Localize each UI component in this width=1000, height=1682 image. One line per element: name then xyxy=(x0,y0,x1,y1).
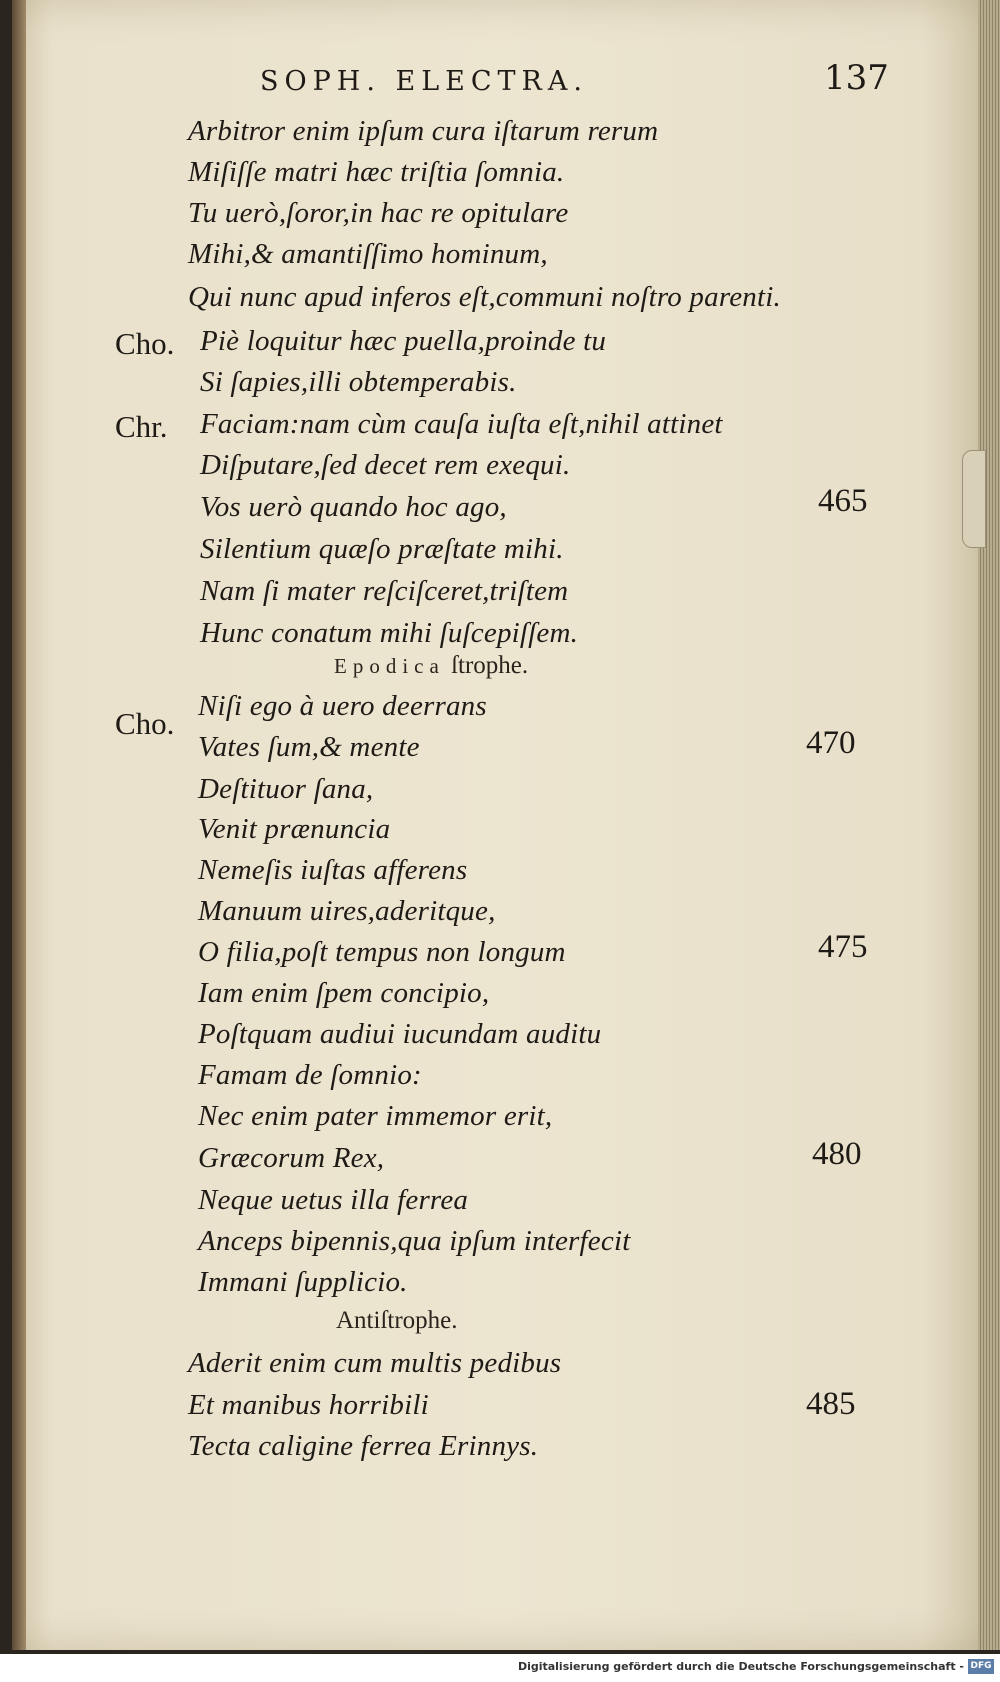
line-number: 465 xyxy=(818,483,868,519)
verse-line: Mihi,& amantiſſimo hominum, xyxy=(188,238,548,270)
speaker-label: Chr. xyxy=(115,409,168,444)
verse-line: Venit prænuncia xyxy=(198,813,391,845)
verse-line: Manuum uires,aderitque, xyxy=(198,895,496,927)
line-number: 475 xyxy=(818,929,868,965)
verse-line: Vates ſum,& mente xyxy=(198,731,420,763)
verse-line: Nec enim pater immemor erit, xyxy=(198,1100,553,1132)
verse-line: Iam enim ſpem concipio, xyxy=(198,977,490,1009)
dfg-logo-icon: DFG xyxy=(968,1659,994,1674)
line-number: 480 xyxy=(812,1136,862,1172)
footer-credit: Digitalisierung gefördert durch die Deutsche Forschungsgemeinschaft - xyxy=(517,1660,964,1673)
heading-smallcaps: Epodica xyxy=(334,654,445,678)
speaker-label: Cho. xyxy=(115,706,175,741)
section-heading-epodica xyxy=(334,652,528,680)
verse-line: Et manibus horribili xyxy=(188,1389,429,1421)
heading-rest: ſtrophe. xyxy=(444,652,529,679)
verse-line: Vos uerò quando hoc ago, xyxy=(200,491,507,523)
verse-line: Immani ſupplicio. xyxy=(198,1266,408,1298)
section-heading-antistrophe: Antiſtrophe. xyxy=(336,1307,458,1334)
page-edges xyxy=(978,0,1000,1650)
verse-line: Neque uetus illa ferrea xyxy=(198,1184,469,1216)
line-number: 485 xyxy=(806,1386,856,1422)
verse-line: Nemeſis iuſtas afferens xyxy=(198,854,468,886)
verse-line: Faciam:nam cùm cauſa iuſta eſt,nihil attinet xyxy=(200,408,723,440)
page-number: 137 xyxy=(824,58,889,98)
verse-line: Anceps bipennis,qua ipſum interfecit xyxy=(198,1225,631,1257)
verse-line: Arbitror enim ipſum cura iſtarum rerum xyxy=(188,115,659,147)
verse-line: Piè loquitur hæc puella,proinde tu xyxy=(200,325,607,357)
verse-line: Niſi ego à uero deerrans xyxy=(198,690,487,722)
verse-line: Diſputare,ſed decet rem exequi. xyxy=(200,449,571,481)
running-title: SOPH. ELECTRA. xyxy=(260,66,588,97)
verse-line: Qui nunc apud inferos eſt,communi noſtro parenti. xyxy=(188,281,781,313)
verse-line: Poſtquam audiui iucundam auditu xyxy=(198,1018,602,1050)
verse-line: Nam ſi mater reſciſceret,triſtem xyxy=(200,575,569,607)
verse-line: O filia,poſt tempus non longum xyxy=(198,936,566,968)
digitization-footer xyxy=(0,1654,1000,1682)
speaker-label: Cho. xyxy=(115,326,175,361)
verse-line: Si ſapies,illi obtemperabis. xyxy=(200,366,517,398)
verse-line: Famam de ſomnio: xyxy=(198,1059,422,1091)
page-tab xyxy=(962,450,986,548)
verse-line: Aderit enim cum multis pedibus xyxy=(188,1347,562,1379)
verse-line: Hunc conatum mihi ſuſcepiſſem. xyxy=(200,617,579,649)
line-number: 470 xyxy=(806,725,856,761)
verse-line: Græcorum Rex, xyxy=(198,1142,385,1174)
verse-line: Tu uerò,ſoror,in hac re opitulare xyxy=(188,197,569,229)
verse-line: Deſtituor ſana, xyxy=(198,773,374,805)
verse-line: Tecta caligine ferrea Erinnys. xyxy=(188,1430,539,1462)
verse-line: Miſiſſe matri hæc triſtia ſomnia. xyxy=(188,156,565,188)
verse-line: Silentium quæſo præſtate mihi. xyxy=(200,533,564,565)
book-spine xyxy=(12,0,26,1650)
book-page xyxy=(12,0,990,1650)
